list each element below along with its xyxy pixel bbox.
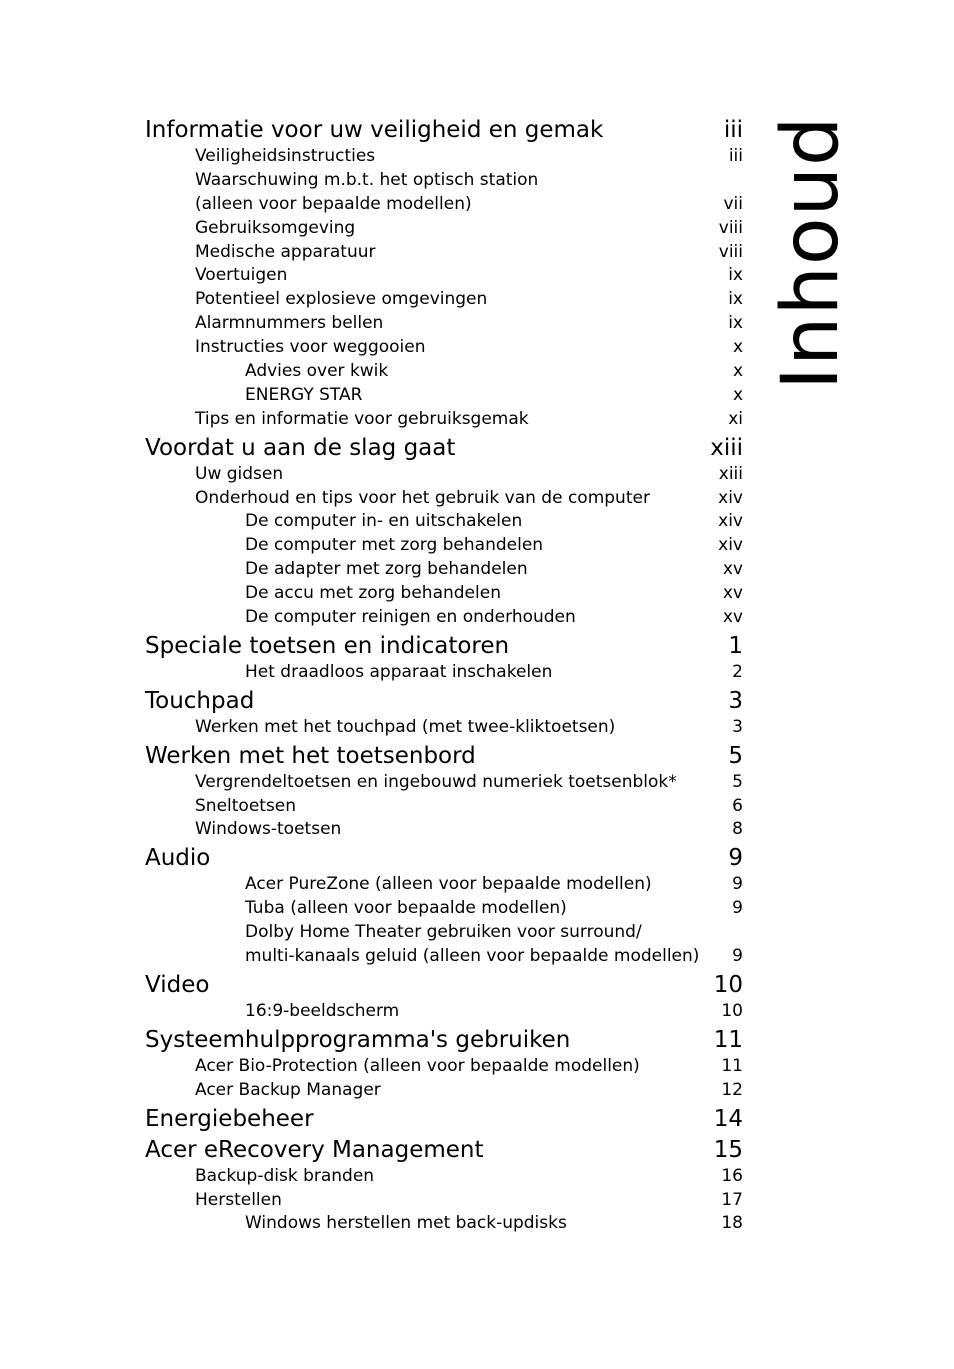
toc-entry[interactable] (145, 193, 743, 217)
toc-entry[interactable] (145, 1165, 743, 1189)
toc-chapter[interactable] (145, 687, 743, 716)
toc-entry[interactable] (145, 921, 743, 945)
toc-entry-page: 10 (721, 1000, 743, 1021)
side-title: Inhoud (766, 115, 856, 390)
toc-entry-page: 3 (732, 716, 743, 737)
toc-entry[interactable] (145, 795, 743, 819)
toc-entry-title: De computer in- en uitschakelen (245, 511, 523, 532)
toc-entry-page: 5 (732, 771, 743, 792)
toc-chapter[interactable] (145, 116, 743, 145)
toc-entry-page: 9 (732, 874, 743, 895)
toc-entry-title: Waarschuwing m.b.t. het optisch station (195, 169, 539, 190)
toc-chapter[interactable] (145, 971, 743, 1000)
toc-entry[interactable] (145, 408, 743, 432)
toc-entry[interactable] (145, 312, 743, 336)
toc-chapter[interactable] (145, 1105, 743, 1134)
toc-entry[interactable] (145, 1212, 743, 1236)
toc-entry-title: Gebruiksomgeving (195, 217, 356, 238)
toc-entry-title: Systeemhulpprogramma's gebruiken (145, 1026, 571, 1053)
toc-entry-page: xv (722, 583, 743, 604)
toc-entry-title: Medische apparatuur (195, 241, 376, 262)
toc-entry-page: iii (723, 117, 743, 143)
toc-entry-title: Touchpad (145, 687, 255, 714)
toc-entry-page: 18 (721, 1213, 743, 1234)
toc-entry-page: 11 (721, 1055, 743, 1076)
toc-entry[interactable] (145, 510, 743, 534)
toc-entry-title: Dolby Home Theater gebruiken voor surround/ (245, 922, 642, 943)
toc-entry[interactable] (145, 771, 743, 795)
toc-entry-page: 12 (721, 1079, 743, 1100)
toc-entry-page: 15 (713, 1136, 743, 1163)
toc-entry-page: 17 (721, 1189, 743, 1210)
toc-chapter[interactable] (145, 632, 743, 661)
toc-entry-title: Tuba (alleen voor bepaalde modellen) (245, 898, 567, 919)
toc-entry-title: Backup-disk branden (195, 1165, 375, 1186)
toc-entry-page: 5 (728, 742, 743, 769)
toc-entry-page: ix (728, 289, 743, 310)
toc-entry-page: xiv (718, 535, 743, 556)
toc-entry-title: (alleen voor bepaalde modellen) (195, 193, 472, 214)
toc-entry-title: Speciale toetsen en indicatoren (145, 632, 510, 659)
toc-entry-page: 8 (732, 819, 743, 840)
toc-entry[interactable] (145, 716, 743, 740)
toc-entry[interactable] (145, 487, 743, 511)
toc-entry[interactable] (145, 145, 743, 169)
toc-entry-title: Herstellen (195, 1189, 282, 1210)
toc-entry-title: Energiebeheer (145, 1105, 314, 1132)
toc-entry-page: xiv (718, 511, 743, 532)
toc-entry[interactable] (145, 582, 743, 606)
toc-entry[interactable] (145, 558, 743, 582)
toc-entry-page: vii (723, 193, 743, 214)
toc-entry-title: Advies over kwik (245, 361, 389, 382)
toc-entry-title: De computer met zorg behandelen (245, 535, 544, 556)
toc-entry-title: 16:9-beeldscherm (245, 1000, 400, 1021)
toc-entry-page: 9 (728, 845, 743, 872)
toc-entry-page: 6 (732, 795, 743, 816)
toc-entry-title: Sneltoetsen (195, 795, 297, 816)
toc-entry[interactable] (145, 241, 743, 265)
toc-entry-title: Werken met het toetsenbord (145, 742, 476, 769)
toc-entry[interactable] (145, 336, 743, 360)
toc-entry[interactable] (145, 661, 743, 685)
toc-entry[interactable] (145, 463, 743, 487)
toc-entry-page: xi (728, 408, 743, 429)
toc-entry-page: 2 (732, 661, 743, 682)
toc-entry-title: De accu met zorg behandelen (245, 583, 501, 604)
toc-chapter[interactable] (145, 1136, 743, 1165)
toc-entry-title: Windows-toetsen (195, 819, 342, 840)
toc-entry-page: 1 (728, 632, 743, 659)
toc-entry[interactable] (145, 606, 743, 630)
toc-entry-title: Voertuigen (195, 265, 288, 286)
toc-entry-page: xv (722, 607, 743, 628)
toc-entry-page: x (732, 337, 743, 358)
toc-entry[interactable] (145, 534, 743, 558)
toc-entry-page: 10 (713, 971, 743, 998)
toc-entry-title: Instructies voor weggooien (195, 337, 426, 358)
toc-entry-page: 3 (728, 687, 743, 714)
toc-entry-page: iii (728, 146, 743, 166)
toc-entry[interactable] (145, 169, 743, 193)
toc-chapter[interactable] (145, 844, 743, 873)
toc-entry-page: x (732, 384, 743, 405)
toc-entry-page: 9 (732, 898, 743, 919)
toc-entry-title: Uw gidsen (195, 463, 284, 484)
toc-entry-title: Audio (145, 845, 211, 872)
toc-entry-page: xiii (710, 434, 743, 461)
toc-entry-title: multi-kanaals geluid (alleen voor bepaalde modellen) (245, 946, 700, 967)
toc-entry-title: Tips en informatie voor gebruiksgemak (195, 408, 529, 429)
toc-entry-page: viii (718, 241, 743, 262)
toc-entry-title: Acer eRecovery Management (145, 1136, 484, 1163)
toc-entry-page: 14 (713, 1105, 743, 1132)
toc-entry-title: Potentieel explosieve omgevingen (195, 289, 488, 310)
toc-entry[interactable] (145, 1189, 743, 1213)
table-of-contents (145, 116, 743, 1236)
toc-entry[interactable] (145, 384, 743, 408)
toc-chapter[interactable] (145, 1026, 743, 1055)
toc-chapter[interactable] (145, 742, 743, 771)
toc-entry[interactable] (145, 1055, 743, 1079)
toc-entry[interactable] (145, 1079, 743, 1103)
toc-entry[interactable] (145, 288, 743, 312)
toc-entry[interactable] (145, 1000, 743, 1024)
toc-entry[interactable] (145, 873, 743, 897)
toc-chapter[interactable] (145, 434, 743, 463)
toc-entry-title: Windows herstellen met back-updisks (245, 1213, 567, 1234)
toc-entry-page: ix (728, 265, 743, 286)
toc-entry-title: Acer Backup Manager (195, 1079, 381, 1100)
toc-entry[interactable] (145, 945, 743, 969)
toc-entry-page: 9 (732, 946, 743, 967)
toc-entry[interactable] (145, 264, 743, 288)
toc-entry-title: Het draadloos apparaat inschakelen (245, 661, 553, 682)
toc-entry-page: ix (728, 313, 743, 334)
toc-entry-title: Acer Bio-Protection (alleen voor bepaalde modellen) (195, 1055, 640, 1076)
toc-entry-title: Onderhoud en tips voor het gebruik van de computer (195, 487, 650, 508)
toc-entry-title: Voordat u aan de slag gaat (145, 434, 456, 461)
toc-entry-title: Acer PureZone (alleen voor bepaalde modellen) (245, 874, 652, 895)
toc-entry-title: ENERGY STAR (245, 384, 363, 405)
toc-entry-title: Vergrendeltoetsen en ingebouwd numeriek toetsenblok* (195, 771, 677, 792)
toc-entry-page: x (732, 361, 743, 382)
toc-entry-title: Werken met het touchpad (met twee-kliktoetsen) (195, 716, 616, 737)
toc-entry-page: xv (722, 559, 743, 580)
toc-entry-title: Informatie voor uw veiligheid en gemak (145, 117, 604, 143)
toc-entry-page: xiv (718, 487, 743, 508)
toc-entry[interactable] (145, 360, 743, 384)
toc-entry-title: De adapter met zorg behandelen (245, 559, 528, 580)
toc-entry[interactable] (145, 818, 743, 842)
toc-entry-page: 16 (721, 1165, 743, 1186)
toc-entry-title: Veiligheidsinstructies (195, 146, 376, 166)
toc-entry-page: viii (718, 217, 743, 238)
toc-entry[interactable] (145, 217, 743, 241)
toc-entry-page: 11 (713, 1026, 743, 1053)
toc-entry-title: Alarmnummers bellen (195, 313, 384, 334)
toc-entry-title: De computer reinigen en onderhouden (245, 607, 576, 628)
toc-entry-page: xiii (718, 463, 743, 484)
toc-entry-title: Video (145, 971, 210, 998)
toc-entry[interactable] (145, 897, 743, 921)
